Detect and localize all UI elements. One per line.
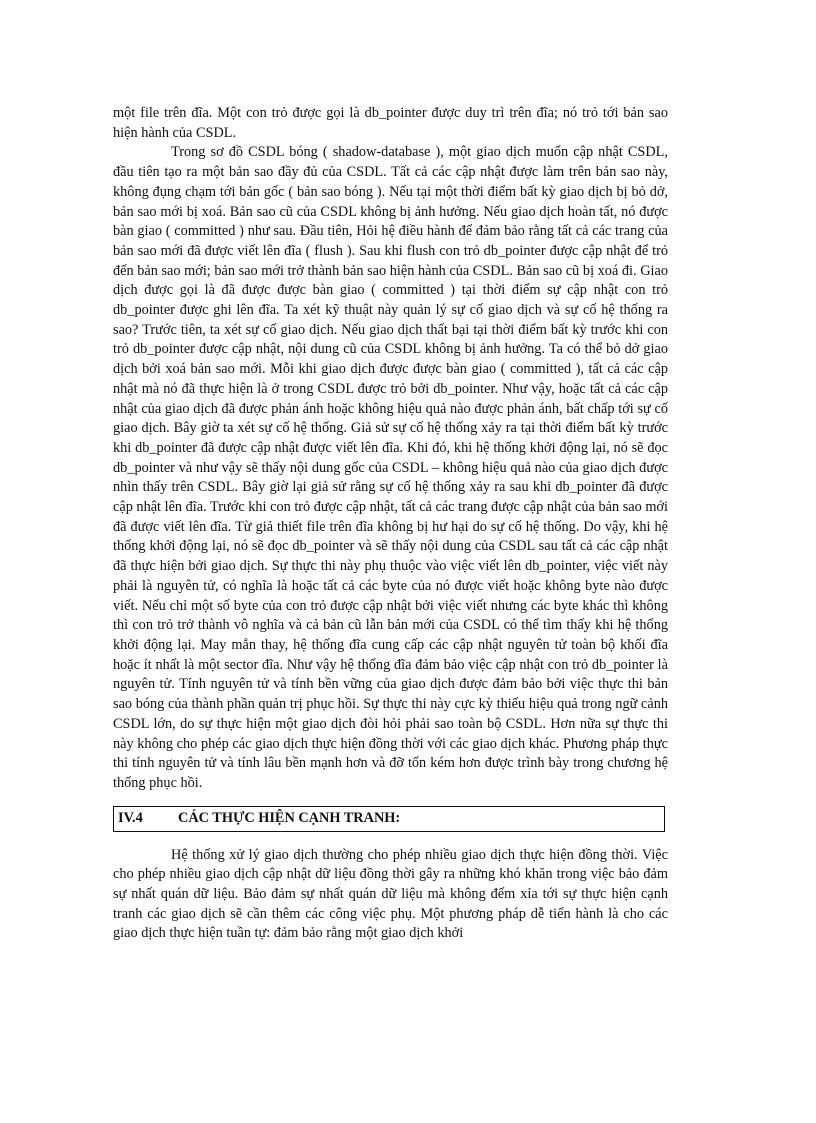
paragraph-concurrent-execution: Hệ thống xử lý giao dịch thường cho phép nhiều giao dịch thực hiện đồng thời. Việc cho phép nhiều giao dịch cập nhật dữ liệu đồng thời gây ra những khó khăn trong việc bảo đảm sự nhất quán dữ liệu. Bảo đảm sự nhất quán dữ liệu mà không đếm xỉa tới sự thực hiện cạnh tranh các giao dịch sẽ cần thêm các công việc phụ. Một phương pháp dễ tiến hành là cho các giao dịch thực hiện tuần tự: đảm bảo rằng một giao dịch khởi [113,846,668,942]
paragraph-shadow-database: Trong sơ đồ CSDL bóng ( shadow-database ), một giao dịch muốn cập nhật CSDL, đầu tiên tạo ra một bản sao đầy đủ của CSDL. Tất cả các cập nhật được làm trên bản sao này, không đụng chạm tới bản gốc ( bản sao bóng ). Nếu tại một thời điểm bất kỳ giao dịch bị bỏ dở, bản sao mới bị xoá. Bản sao cũ của CSDL không bị ảnh hưởng. Nếu giao dịch hoàn tất, nó được bàn giao ( committed ) như sau. Đầu tiên, Hỏi hệ điều hành để đảm bảo rằng tất cả các trang của bản sao mới đã được viết lên đĩa ( flush ). Sau khi flush con trỏ db_pointer được cập nhật để trỏ đến bản sao mới; bản sao mới trở thành bản sao hiện hành của CSDL. Bản sao cũ bị xoá đi. Giao dịch được gọi là đã được được bàn giao ( committed ) tại thời điểm sự cập nhật con trỏ db_pointer được ghi lên đĩa. Ta xét kỹ thuật này quản lý sự cố giao dịch và sự cố hệ thống ra sao? Trước tiên, ta xét sự cố giao dịch. Nếu giao dịch thất bại tại thời điểm bất kỳ trước khi con trỏ db_pointer được cập nhật, nội dung cũ của CSDL không bị ảnh hưởng. Ta có thể bỏ dở giao dịch bởi xoá bản sao mới. Mỗi khi giao dịch được được bàn giao ( committed ), tất cả các cập nhật mà nó đã thực hiện là ở trong CSDL được trỏ bởi db_pointer. Như vậy, hoặc tất cả các cập nhật của giao dịch đã được phản ánh hoặc không hiệu quả nào được phản ánh, bất chấp tới sự cố giao dịch. Bây giờ ta xét sự cố hệ thống. Giả sử sự cố hệ thống xảy ra tại thời điểm bất kỳ trước khi db_pointer đã được cập nhật được viết lên đĩa. Khi đó, khi hệ thống khởi động lại, nó sẽ đọc db_pointer và như vậy sẽ thấy nội dung gốc của CSDL – không hiệu quả nào của giao dịch được nhìn thấy trên CSDL. Bây giờ lại giả sử rằng sự cố hệ thống xảy ra sau khi db_pointer đã được cập nhật lên đĩa. Trước khi con trỏ được cập nhật, tất cả các trang được cập nhật của bản sao mới đã được viết lên đĩa. Từ giả thiết file trên đĩa không bị hư hại do sự cố hệ thống. Do vậy, khi hệ thống khởi động lại, nó sẽ đọc db_pointer và sẽ thấy nội dung của CSDL sau tất cả các cập nhật đã thực hiện bởi giao dịch. Sự thực thi này phụ thuộc vào việc viết lên db_pointer, việc viết này phải là nguyên tử, có nghĩa là hoặc tất cả các byte của nó được viết hoặc không byte nào được viết. Nếu chỉ một số byte của con trỏ được cập nhật bởi việc viết nhưng các byte khác thì không thì con trỏ trở thành vô nghĩa và cả bản cũ lẫn bản mới của CSDL có thể tìm thấy khi hệ thống khởi động lại. May mắn thay, hệ thống đĩa cung cấp các cập nhật nguyên tử toàn bộ khối đĩa hoặc ít nhất là một sector đĩa. Như vậy hệ thống đĩa đảm bảo việc cập nhật con trỏ db_pointer là nguyên tử. Tính nguyên tử và tính bền vững của giao dịch được đảm bảo bởi việc thực thi bản sao bóng của thành phần quản trị phục hồi. Sự thực thi này cực kỳ thiếu hiệu quả trong ngữ cảnh CSDL lớn, do sự thực hiện một giao dịch đòi hỏi phải sao toàn bộ CSDL. Hơn nữa sự thực thi này không cho phép các giao dịch thực hiện đồng thời với các giao dịch khác. Phương pháp thực thi tính nguyên tử và tính lâu bền mạnh hơn và đỡ tốn kém hơn được trình bày trong chương hệ thống phục hồi. [113,144,668,791]
section-number: IV.4 [118,809,143,826]
paragraph-continuation: một file trên đĩa. Một con trỏ được gọi là db_pointer được duy trì trên đĩa; nó trỏ tới bản sao hiện hành của CSDL. [113,105,668,141]
section-heading-box [113,806,665,832]
document-page [113,104,668,944]
section-title: CÁC THỰC HIỆN CẠNH TRANH: [178,809,401,826]
